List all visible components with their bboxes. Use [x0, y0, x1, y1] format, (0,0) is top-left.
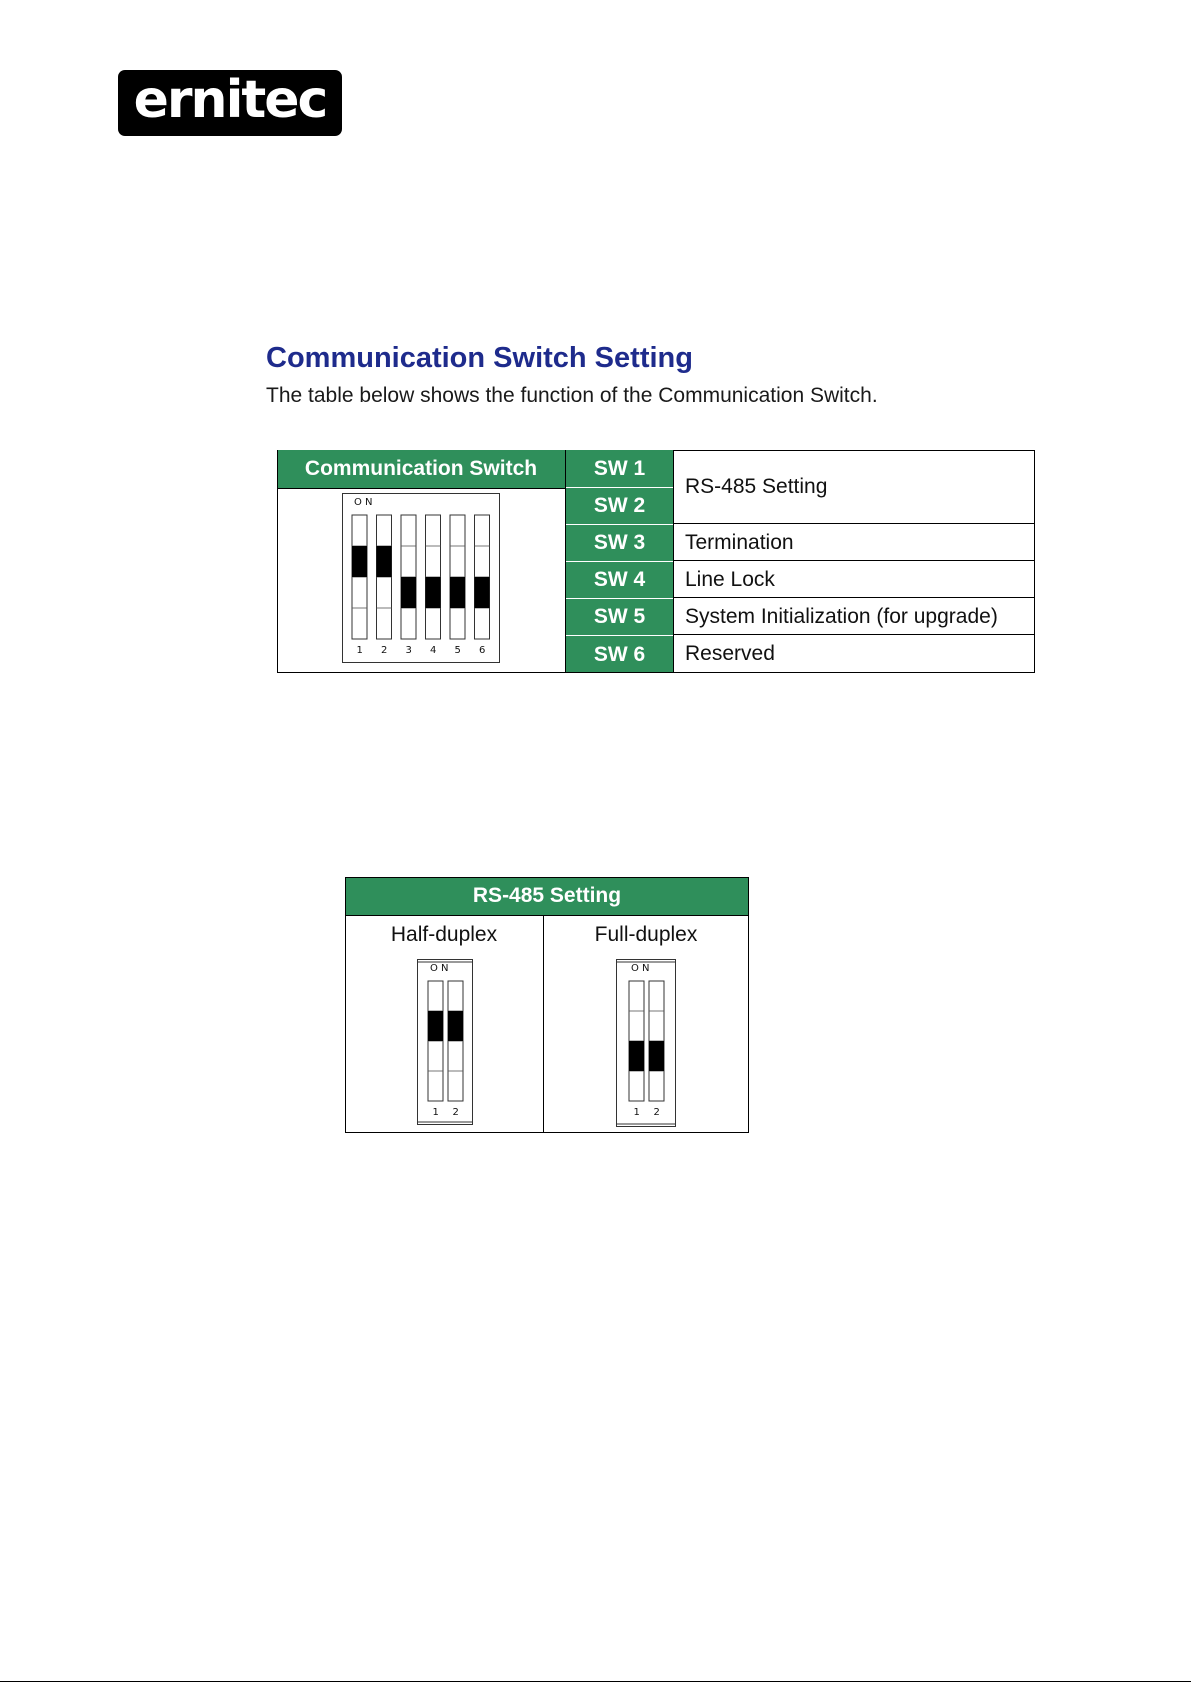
- rs485-header-line: [345, 915, 749, 916]
- dip-switch-number: 2: [653, 1107, 660, 1118]
- table-row-line: [673, 523, 1035, 524]
- full-duplex-dip-diagram: [616, 959, 676, 1127]
- table-row-line: [673, 634, 1035, 635]
- sw1-label: SW 1: [566, 450, 673, 487]
- table-border-right: [1034, 450, 1035, 673]
- termination-cell: Termination: [674, 525, 1033, 561]
- dip-on-label: O N: [430, 963, 449, 974]
- rs485-border-bottom: [345, 1132, 749, 1133]
- dip-frame: [617, 960, 676, 1127]
- table-border-top: [673, 450, 1035, 451]
- dip-switch-6-diagram: [342, 493, 500, 663]
- reserved-cell: Reserved: [674, 636, 1033, 672]
- table-divider: [565, 450, 566, 673]
- rs485-divider: [543, 915, 544, 1133]
- dip-toggle-off: [629, 1041, 644, 1071]
- page-bottom-rule: [0, 1681, 1191, 1682]
- rs485-setting-table: [345, 877, 749, 1133]
- table-divider: [673, 450, 674, 673]
- section-title: Communication Switch Setting: [266, 342, 693, 374]
- dip-on-label: O N: [354, 497, 373, 508]
- system-init-cell: System Initialization (for upgrade): [674, 599, 1033, 635]
- dip-toggle-off: [450, 577, 465, 608]
- dip-toggle-off: [401, 577, 416, 608]
- dip-frame: [418, 960, 473, 1125]
- table-row-line: [673, 560, 1035, 561]
- full-duplex-label: Full-duplex: [594, 923, 698, 946]
- half-duplex-dip-diagram: [417, 959, 473, 1125]
- dip-toggle-on: [428, 1011, 443, 1041]
- sw5-label: SW 5: [566, 599, 673, 635]
- dip-toggle-off: [426, 577, 441, 608]
- dip-toggle-on: [352, 546, 367, 577]
- half-duplex-label: Half-duplex: [390, 923, 498, 946]
- sw3-label: SW 3: [566, 525, 673, 561]
- table-row-line: [277, 488, 566, 489]
- comm-switch-header: Communication Switch: [277, 450, 565, 488]
- dip-switch-number: 2: [381, 645, 388, 656]
- dip-switch-number: 1: [432, 1107, 439, 1118]
- dip-switch-number: 3: [405, 645, 412, 656]
- sw4-label: SW 4: [566, 562, 673, 598]
- sw6-label: SW 6: [566, 636, 673, 673]
- rs485-setting-cell: RS-485 Setting: [674, 451, 1033, 523]
- dip-toggle-off: [649, 1041, 664, 1071]
- table-border-left: [277, 450, 278, 673]
- dip-switch-number: 5: [454, 645, 461, 656]
- dip-switch-number: 6: [479, 645, 486, 656]
- communication-switch-table: [277, 450, 1035, 673]
- dip-toggle-off: [475, 577, 490, 608]
- dip-switch-number: 4: [430, 645, 437, 656]
- logo-text: ernitec: [133, 70, 327, 130]
- sw2-label: SW 2: [566, 488, 673, 524]
- table-border-bottom: [277, 672, 1035, 673]
- ernitec-logo: [118, 70, 342, 136]
- dip-switch-number: 1: [356, 645, 363, 656]
- dip-on-label: O N: [631, 963, 650, 974]
- rs485-header: RS-485 Setting: [345, 877, 749, 915]
- table-row-line: [673, 597, 1035, 598]
- dip-toggle-on: [448, 1011, 463, 1041]
- rs485-border-top: [345, 877, 749, 878]
- section-intro: The table below shows the function of the Communication Switch.: [266, 384, 878, 407]
- line-lock-cell: Line Lock: [674, 562, 1033, 598]
- dip-toggle-on: [377, 546, 392, 577]
- dip-switch-number: 2: [452, 1107, 459, 1118]
- dip-switch-number: 1: [633, 1107, 640, 1118]
